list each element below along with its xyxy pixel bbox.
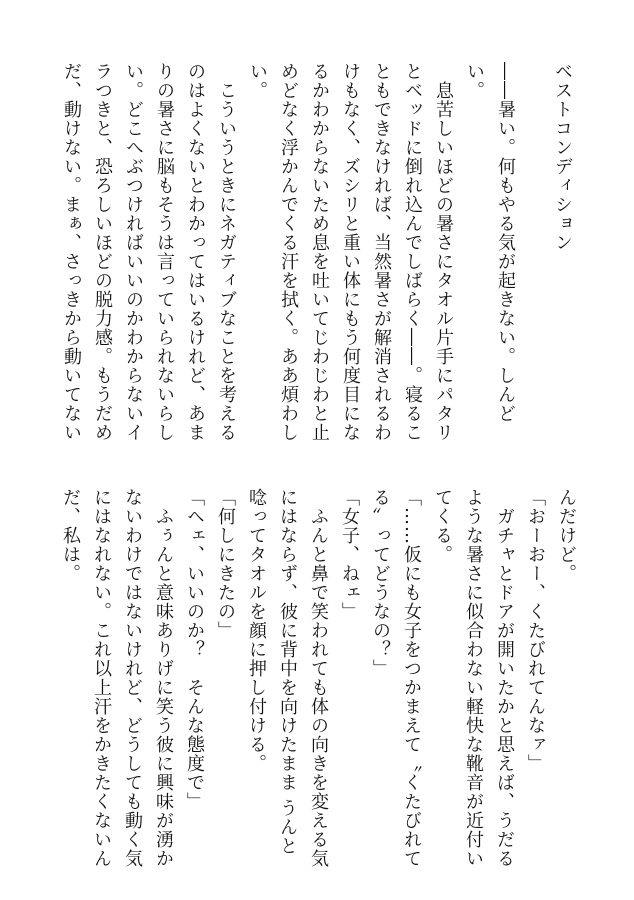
text-line: 息苦しいほどの暑さにタオル片手にパタリ xyxy=(433,62,454,442)
text-line: ガチャとドアが開いたかと思えば、うだる xyxy=(494,488,515,868)
text-line: ような暑さに似合わない軽快な靴音が近付い xyxy=(463,488,484,868)
text-line: 唸ってタオルを顔に押し付ける。 xyxy=(246,488,267,773)
text-line: ふぅんと意味ありげに笑う彼に興味が湧か xyxy=(153,488,174,868)
text-line: んだけど。 xyxy=(556,488,577,583)
text-line: にはなれない。これ以上汗をかきたくないん xyxy=(91,488,112,868)
text-line: 「おーおー、くたびれてんなァ」 xyxy=(525,488,546,773)
text-line: とベッドに倒れ込んでしばらく――。寝るこ xyxy=(402,62,423,442)
text-line: い。 xyxy=(464,62,485,100)
text-line: のはよくないとわかってはいるけれど、あま xyxy=(185,62,206,442)
text-line: こういうときにネガティブなことを考える xyxy=(216,62,237,442)
text-line: る〟ってどうなの？」 xyxy=(370,488,391,678)
text-line: るかわからないため息を吐いてじわじわと止 xyxy=(309,62,330,442)
text-line: い。 xyxy=(247,62,268,100)
text-line: ラつきと、恐ろしいほどの脱力感。もうだめ xyxy=(92,62,113,442)
text-line: い。どこへぶつければいいのかわからないイ xyxy=(123,62,144,442)
text-line: けもなく、ズシリと重い体にもう何度目にな xyxy=(340,62,361,442)
text-block-top xyxy=(56,62,578,462)
text-line: ――暑い。何もやる気が起きない。しんど xyxy=(495,62,516,423)
text-line: だ、私は。 xyxy=(60,488,81,583)
text-line: てくる。 xyxy=(432,488,453,564)
text-line: ふんと鼻で笑われても体の向きを変える気 xyxy=(308,488,329,868)
text-line: 「ヘェ、いいのか？ そんな態度で」 xyxy=(184,488,205,811)
text-line: 「女子、ねェ」 xyxy=(339,488,360,621)
text-block-bottom xyxy=(55,488,582,868)
text-line: ともできなければ、当然暑さが解消されるわ xyxy=(371,62,392,442)
text-line: だ、動けない。まぁ、さっきから動いてない xyxy=(61,62,82,442)
text-line: ないわけではないけれど、どうしても動く気 xyxy=(122,488,143,868)
text-line: りの暑さに脳もそうは言っていられないらし xyxy=(154,62,175,442)
text-line: めどなく浮かんでくる汗を拭く。ああ煩わし xyxy=(278,62,299,442)
chapter-title: ベストコンディション xyxy=(552,62,573,252)
text-line: 「何しにきたの」 xyxy=(215,488,236,640)
text-line: にはならず、彼に背中を向けたまま うんと xyxy=(277,488,298,856)
text-line: 「……仮にも女子をつかまえて〝くたびれて xyxy=(401,488,422,868)
